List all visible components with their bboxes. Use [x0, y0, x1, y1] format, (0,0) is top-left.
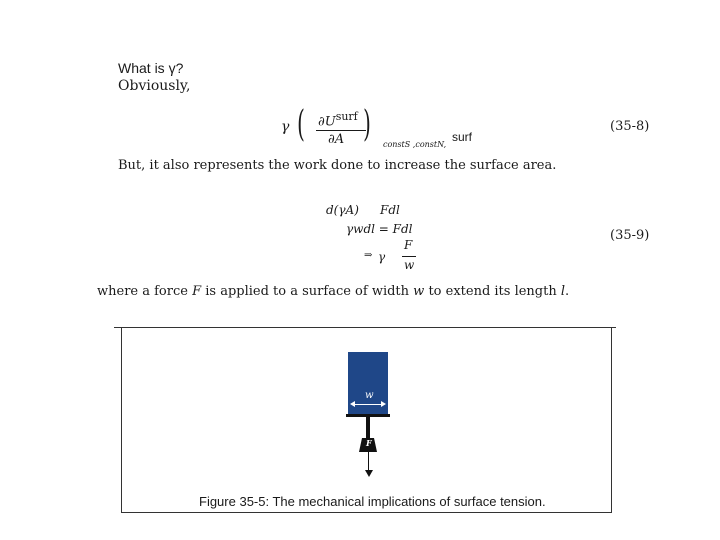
eq9-frac-den: w — [404, 258, 415, 272]
question-heading: What is γ? — [118, 60, 184, 76]
force-arrow-head — [365, 470, 373, 477]
where-text: where a force F is applied to a surface of width w to extend its length l. — [97, 284, 570, 299]
eq9-line1-rhs: Fdl — [380, 203, 400, 217]
eq8-number: (35-8) — [610, 119, 650, 134]
width-arrow — [353, 404, 383, 405]
eq8-left-paren: ( — [297, 104, 305, 145]
width-arrow-left-head — [350, 401, 355, 407]
force-arrow-shaft — [368, 452, 369, 472]
eq8-subscript-surf: surf — [452, 130, 473, 144]
string-line — [366, 417, 370, 439]
eq9-line3-gamma: γ — [378, 250, 386, 264]
eq9-line1-lhs: d(γA) — [326, 203, 359, 217]
eq9-frac-num: F — [404, 238, 413, 252]
weight-label: F — [366, 438, 372, 448]
but-text: But, it also represents the work done to increase the surface area. — [118, 158, 557, 173]
eq8-subscript: constS ,constN, — [383, 140, 447, 149]
eq8-denominator: ∂A — [328, 132, 345, 147]
eq9-fraction-bar — [402, 256, 416, 257]
eq9-number: (35-9) — [610, 228, 650, 243]
width-arrow-right-head — [381, 401, 386, 407]
figure-top-rule — [114, 327, 616, 328]
eq8-lhs: γ — [281, 119, 290, 135]
figure-caption: Figure 35-5: The mechanical implications of surface tension. — [199, 494, 546, 509]
eq8-right-paren: ) — [363, 104, 371, 145]
eq9-implies: ⇒ — [364, 250, 373, 261]
width-label: w — [365, 390, 374, 401]
eq8-fraction-bar — [316, 130, 366, 131]
eq8-numerator: $\partial U^{surf}$ — [318, 110, 358, 130]
eq9-line2: γwdl = Fdl — [346, 222, 413, 236]
obviously-text: Obviously, — [118, 78, 191, 94]
